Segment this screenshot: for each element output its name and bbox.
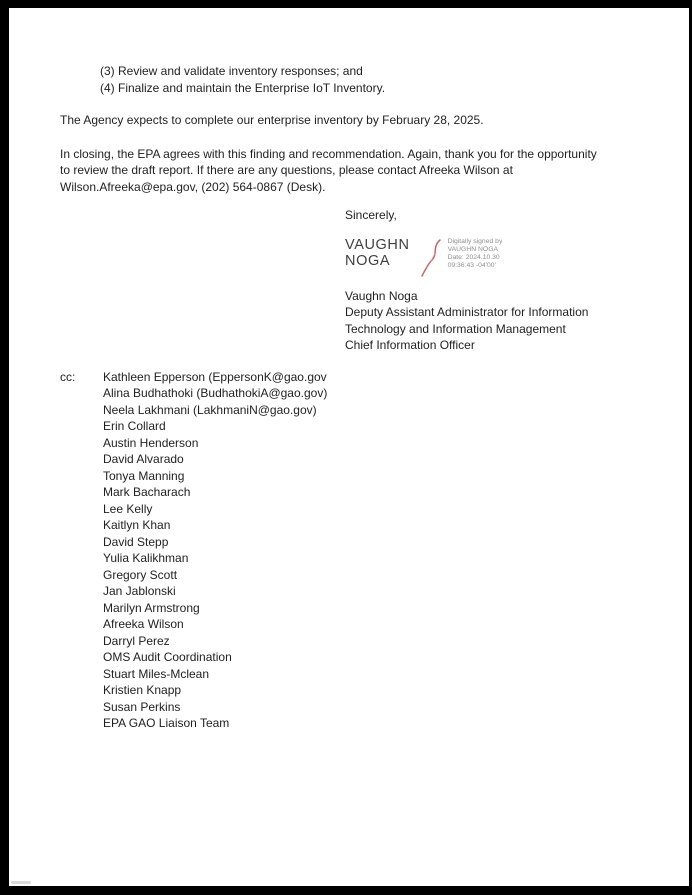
signature-flourish-icon xyxy=(420,238,444,278)
cc-recipient: Erin Collard xyxy=(103,419,166,433)
stamp-name-line1: VAUGHN xyxy=(345,236,410,253)
cc-recipient: Kaitlyn Khan xyxy=(103,518,171,532)
stamp-detail-line: 09:36:43 -04'00' xyxy=(447,261,496,269)
paragraph-deadline: The Agency expects to complete our enterprise inventory by February 28, 2025. xyxy=(60,113,484,127)
letter-page xyxy=(9,8,689,886)
signer-name: Vaughn Noga xyxy=(345,288,418,303)
stamp-details xyxy=(448,237,503,270)
cc-label: cc: xyxy=(60,369,76,384)
cc-recipient: Kristien Knapp xyxy=(103,683,182,697)
cc-recipient-list xyxy=(103,369,327,732)
cc-section xyxy=(60,369,689,732)
cc-recipient: Marilyn Armstrong xyxy=(103,600,200,615)
signer-title-line: Technology and Information Management xyxy=(345,321,566,336)
cc-recipient: Kathleen Epperson (EppersonK@gao.gov xyxy=(103,369,327,384)
stamp-detail-line: Date: 2024.10.30 xyxy=(447,253,500,261)
cc-recipient: Stuart Miles-Mclean xyxy=(103,666,210,681)
signer-title-line: Deputy Assistant Administrator for Information xyxy=(345,305,589,319)
cc-recipient: Jan Jablonski xyxy=(103,584,176,598)
signature-block xyxy=(345,207,689,354)
closing-salutation: Sincerely, xyxy=(345,208,397,222)
numbered-item: (3) Review and validate inventory responses; and xyxy=(100,64,363,78)
paragraph-closing-line: to review the draft report. If there are any questions, please contact Afreeka Wilson at xyxy=(60,163,513,177)
cc-recipient: Yulia Kalikhman xyxy=(103,551,189,565)
cc-recipient: Darryl Perez xyxy=(103,633,170,648)
signer-title-line: Chief Information Officer xyxy=(345,338,475,352)
cc-recipient: Neela Lakhmani (LakhmaniN@gao.gov) xyxy=(103,402,317,417)
stamp-name xyxy=(345,237,410,269)
cc-recipient: David Stepp xyxy=(103,534,169,549)
scan-artifact xyxy=(11,881,31,884)
paragraph-closing xyxy=(60,146,689,196)
cc-recipient: EPA GAO Liaison Team xyxy=(103,716,230,730)
cc-recipient: Mark Bacharach xyxy=(103,485,191,499)
paragraph-closing-line: In closing, the EPA agrees with this finding and recommendation. Again, thank you for the opportunity xyxy=(60,146,597,161)
cc-recipient: OMS Audit Coordination xyxy=(103,650,232,664)
cc-recipient: Susan Perkins xyxy=(103,699,181,714)
stamp-detail-line: VAUGHN NOGA xyxy=(447,245,499,253)
digital-signature-stamp xyxy=(345,237,689,278)
cc-recipient: Afreeka Wilson xyxy=(103,617,184,631)
cc-recipient: David Alvarado xyxy=(103,452,184,466)
cc-recipient: Alina Budhathoki (BudhathokiA@gao.gov) xyxy=(103,386,328,400)
stamp-detail-line: Digitally signed by xyxy=(447,237,503,245)
cc-recipient: Lee Kelly xyxy=(103,501,153,516)
cc-recipient: Gregory Scott xyxy=(103,567,178,582)
cc-recipient: Austin Henderson xyxy=(103,435,199,450)
signer-titles xyxy=(345,304,689,354)
numbered-list xyxy=(100,63,689,96)
paragraph-closing-line: Wilson.Afreeka@epa.gov, (202) 564-0867 (Desk). xyxy=(60,179,326,194)
numbered-item: (4) Finalize and maintain the Enterprise IoT Inventory. xyxy=(100,80,386,95)
stamp-name-line2: NOGA xyxy=(345,252,391,269)
cc-recipient: Tonya Manning xyxy=(103,468,185,483)
